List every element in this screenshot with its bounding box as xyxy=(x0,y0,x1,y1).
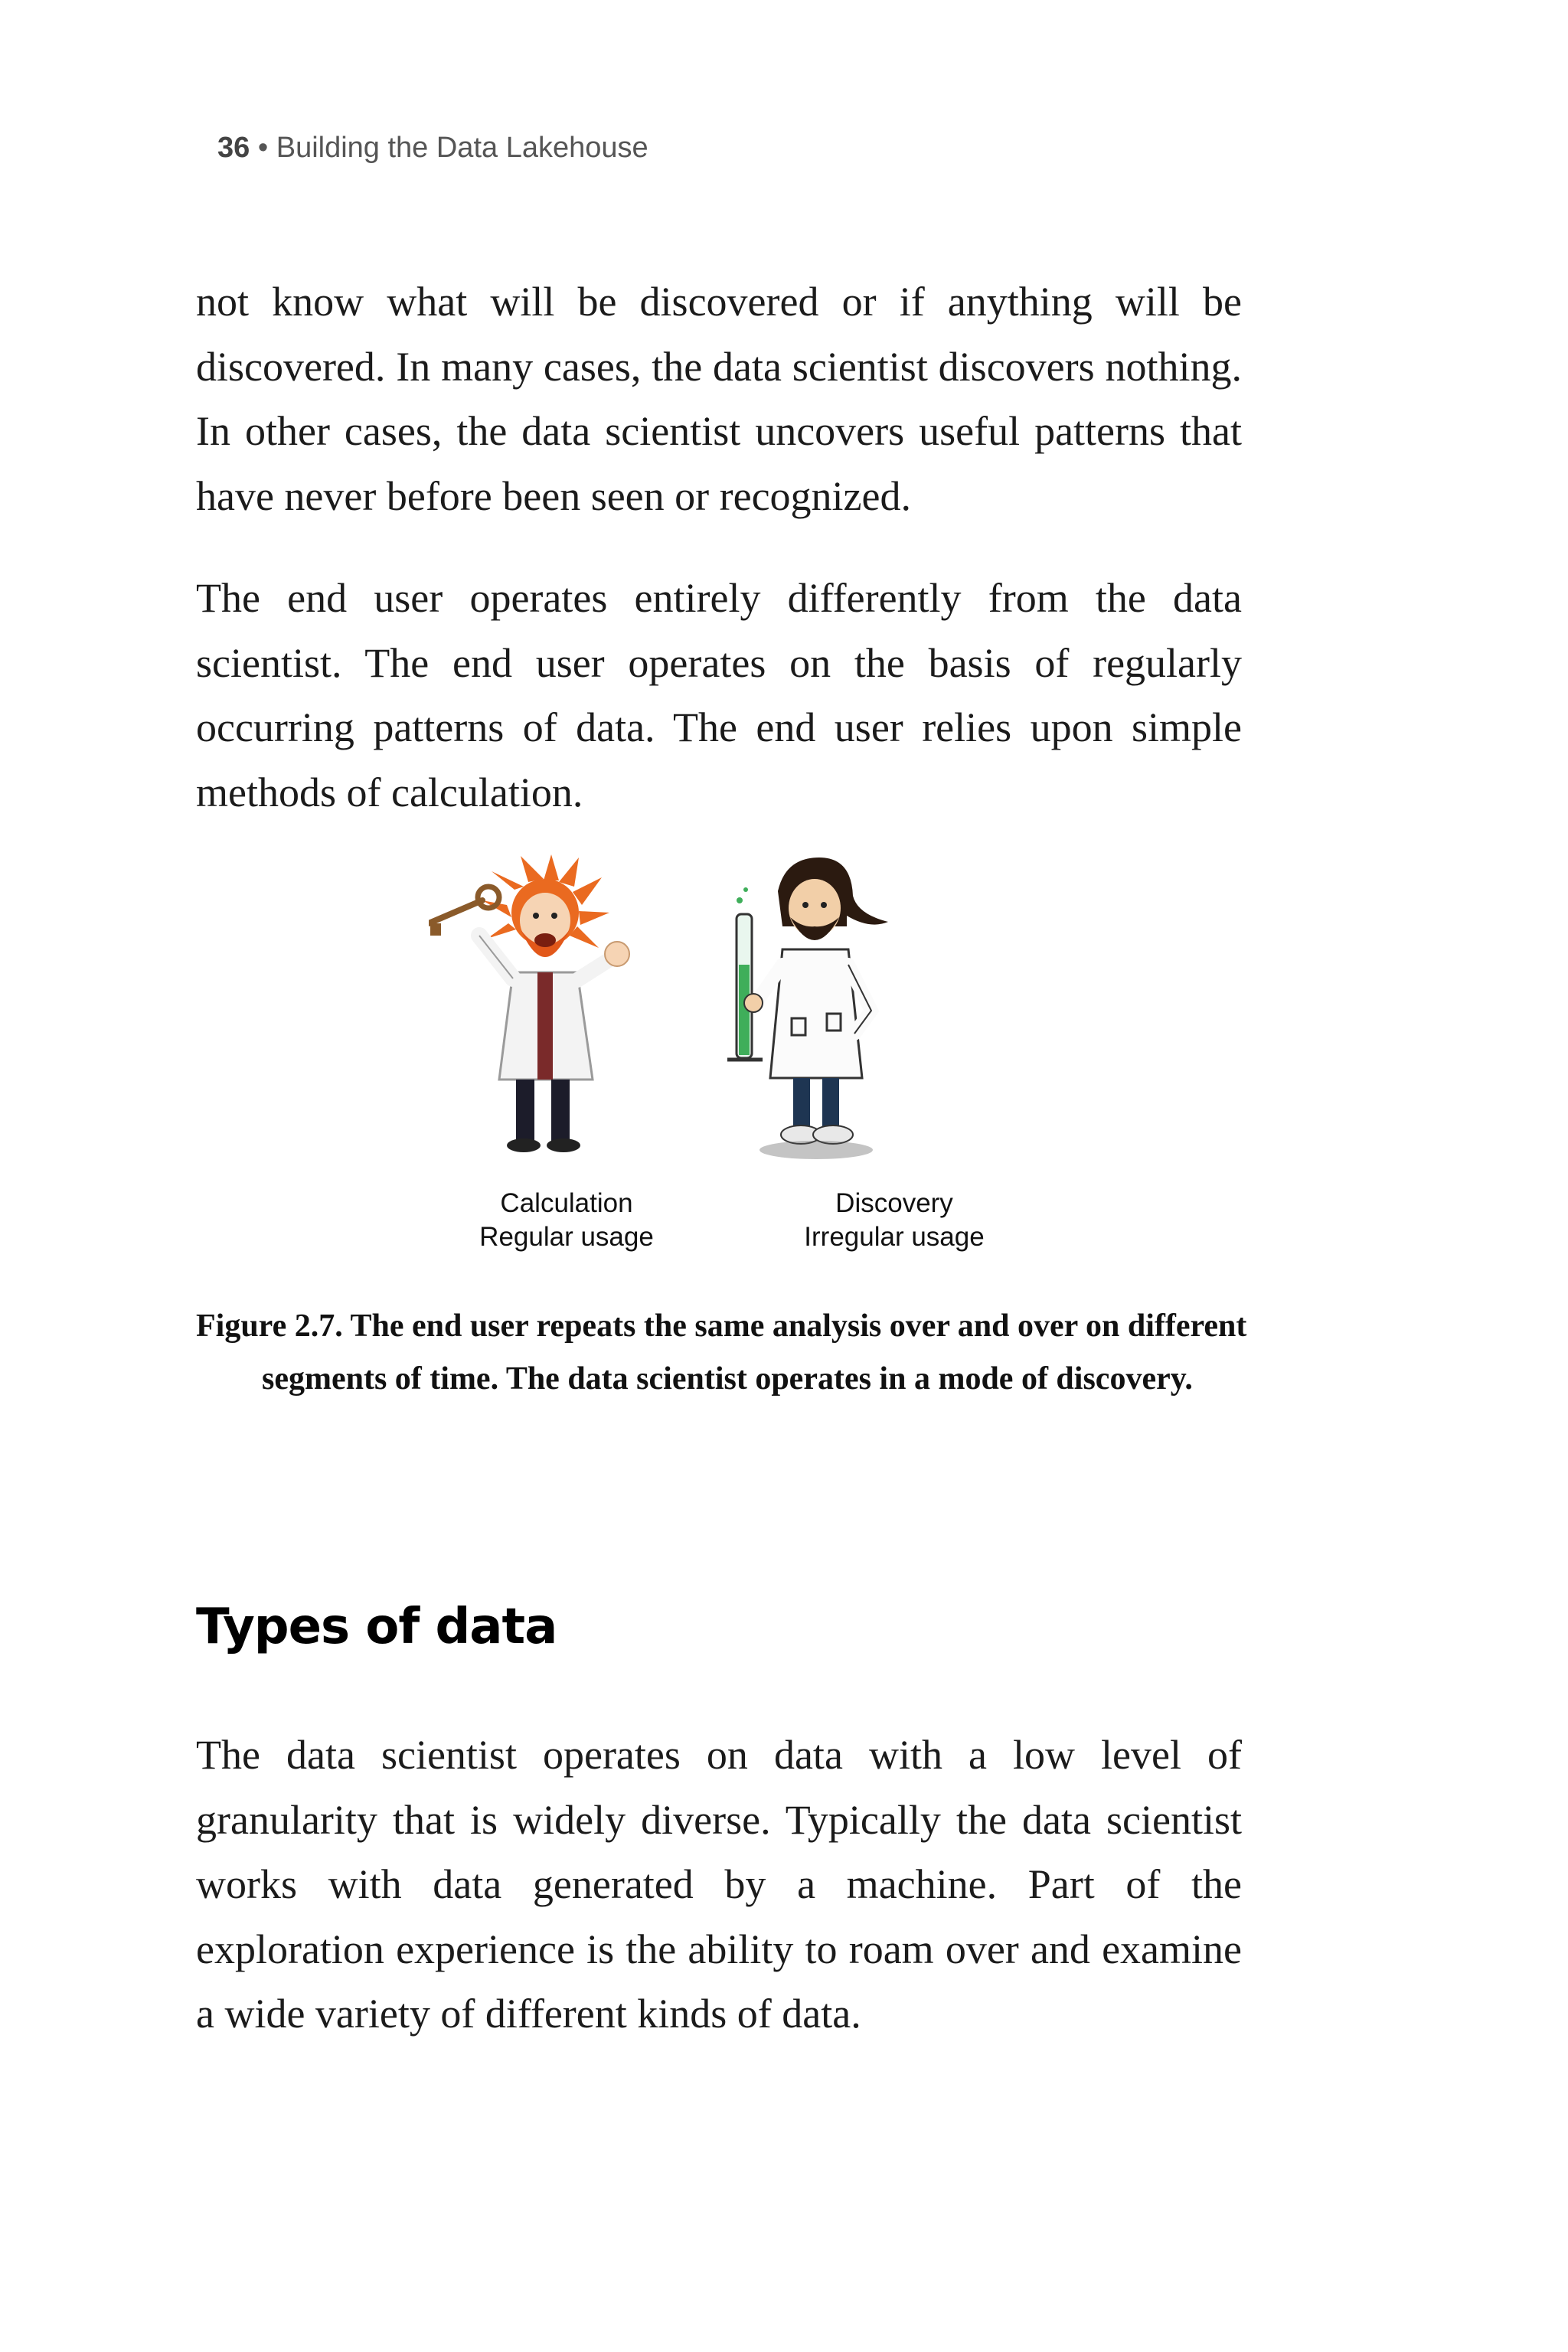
section-heading: Types of data xyxy=(196,1599,557,1655)
end-user-character-icon xyxy=(429,854,629,1152)
header-separator: • xyxy=(257,132,269,164)
figure-label-discovery xyxy=(756,1187,1032,1254)
paragraph-3: The data scientist operates on data with a low level of granularity that is widely diverse. Typically the data scientist works with data generated by a machine. Part of the exploration experience is the ability to roam over and examine a wide variety of different kinds of data. xyxy=(196,1732,1242,2037)
figure-caption: Figure 2.7. The end user repeats the same analysis over and over on different segments of time. The data scientist operates in a mode of discovery. xyxy=(196,1308,1247,1396)
figure-illustration xyxy=(429,850,1034,1187)
page-number: 36 xyxy=(217,132,250,164)
figure-label-calculation xyxy=(429,1187,704,1254)
label-calculation: Calculation xyxy=(500,1188,633,1218)
paragraph-2: The end user operates entirely differently from the data scientist. The end user operates on the basis of regularly occurring patterns of data. The end user relies upon simple methods of calculation. xyxy=(196,575,1242,815)
label-discovery: Discovery xyxy=(835,1188,953,1218)
book-title: Building the Data Lakehouse xyxy=(276,132,648,164)
paragraph-1: not know what will be discovered or if anything will be discovered. In many cases, the data scientist discovers nothing. In other cases, the data scientist uncovers useful patterns that have never before been seen or recognized. xyxy=(196,279,1242,519)
running-head xyxy=(217,132,648,165)
label-irregular-usage: Irregular usage xyxy=(804,1222,985,1252)
figure-2-7 xyxy=(429,850,1034,1252)
data-scientist-character-icon xyxy=(727,858,888,1159)
label-regular-usage: Regular usage xyxy=(479,1222,654,1252)
